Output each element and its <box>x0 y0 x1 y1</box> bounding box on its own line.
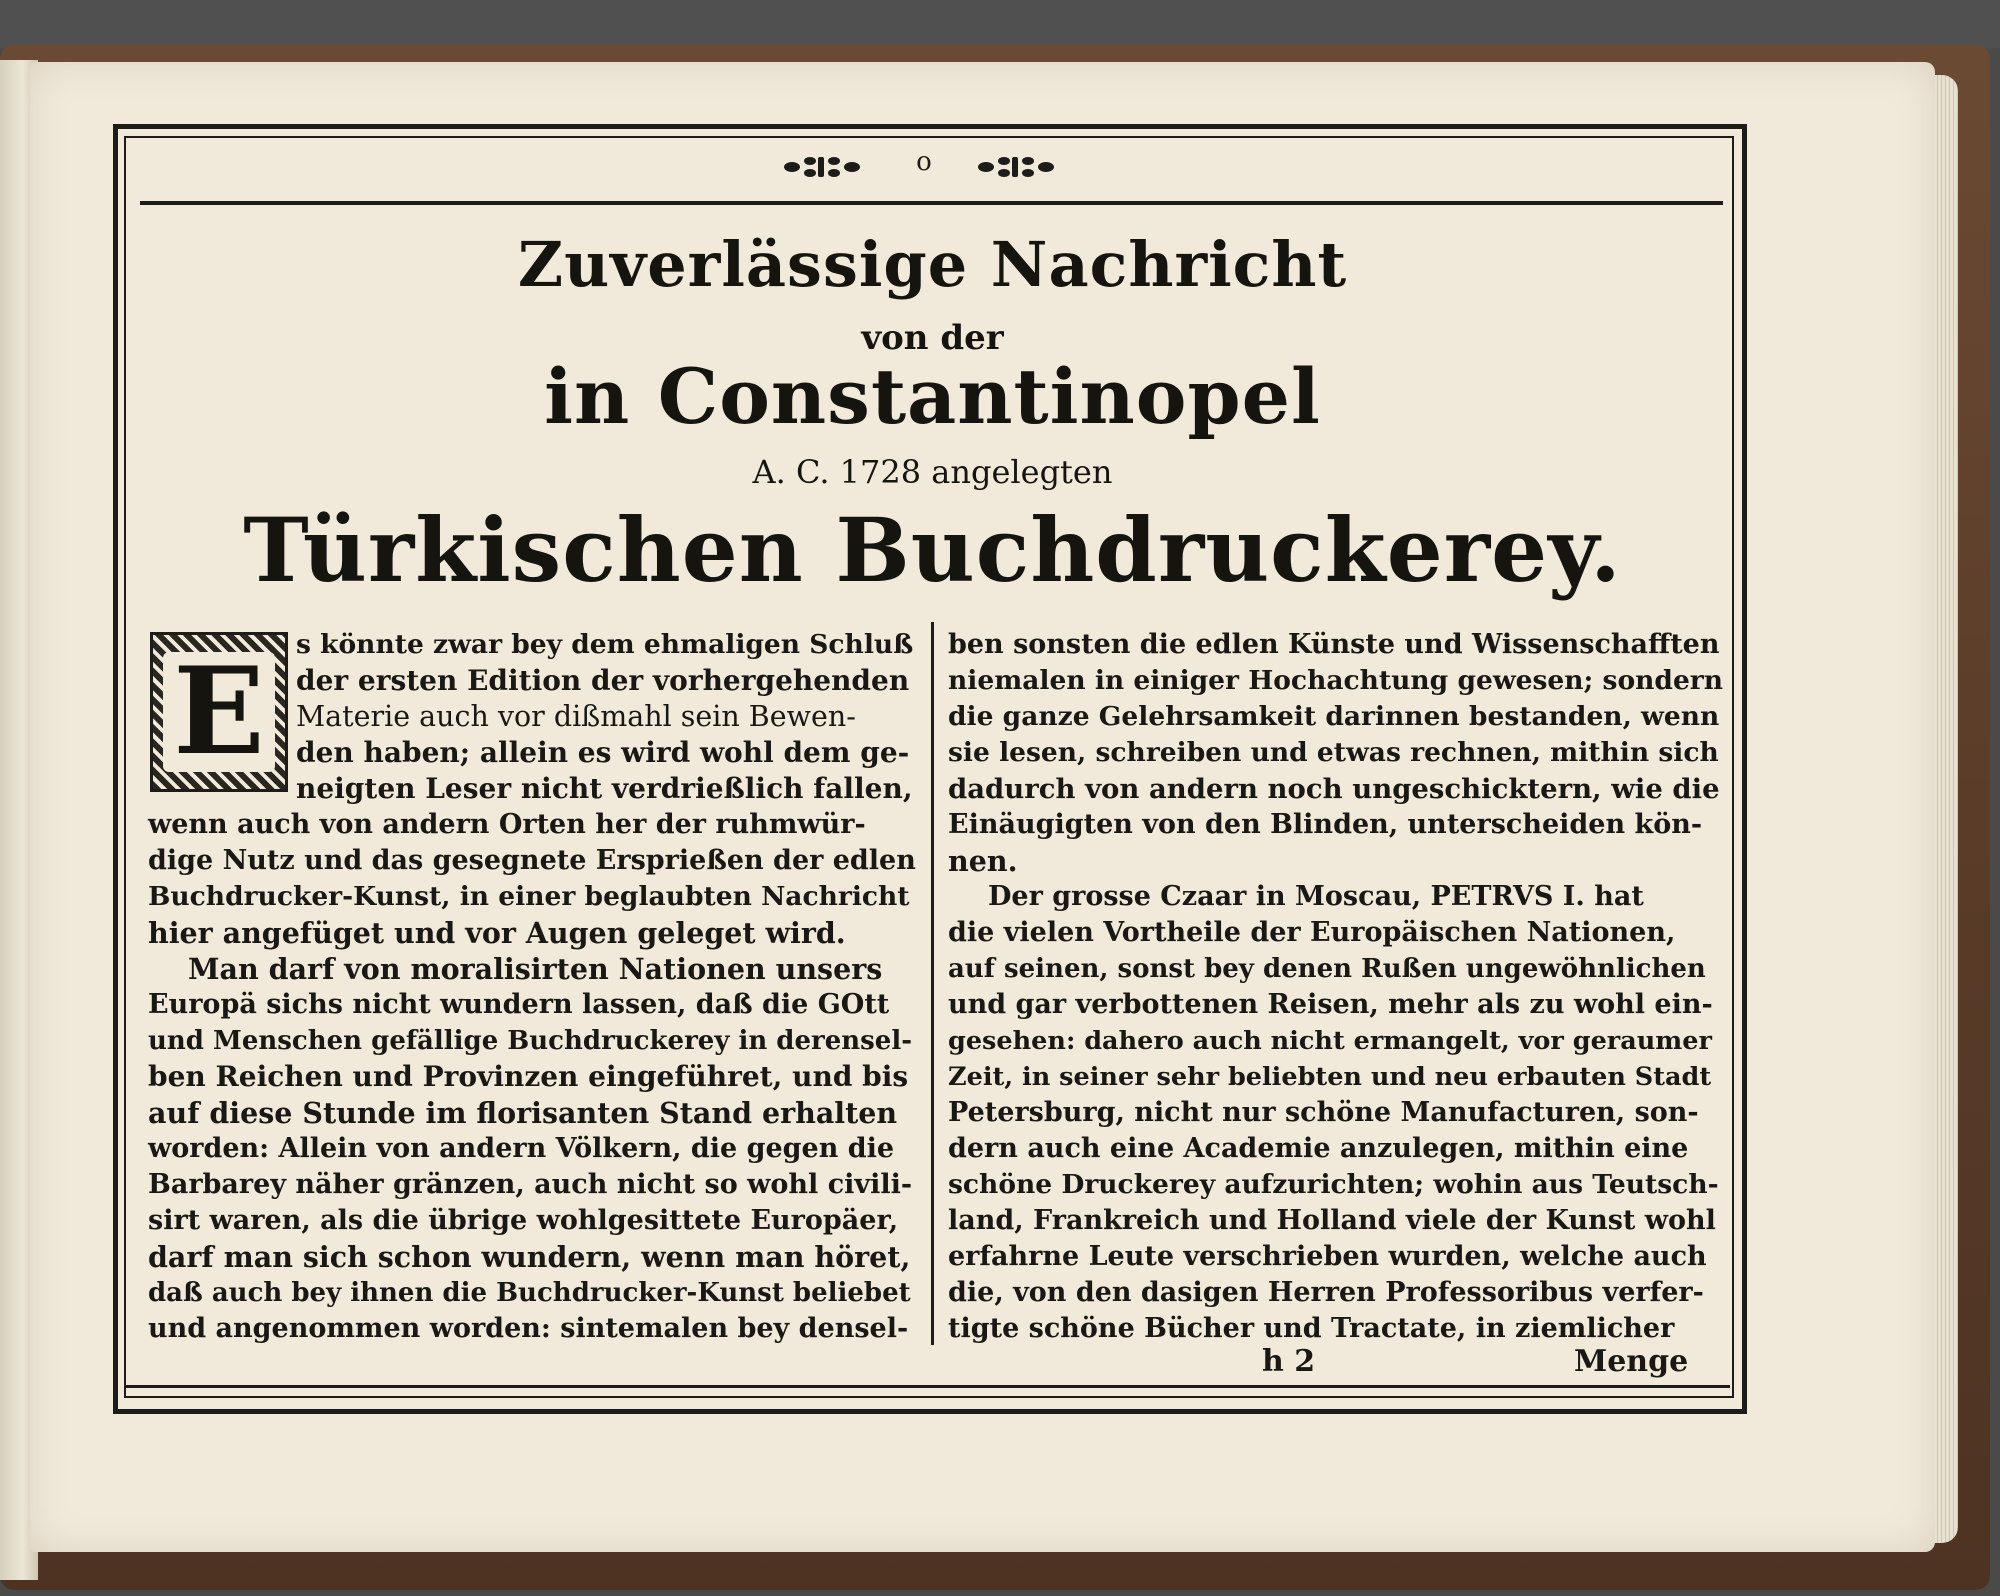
signature-mark: h 2 <box>1262 1344 1316 1379</box>
title-line-2: von der <box>861 318 1004 358</box>
text-line: gesehen: dahero auch nicht ermangelt, vor geraumer <box>948 1026 1712 1056</box>
text-line: auf seinen, sonst bey denen Rußen ungewöhnlichen <box>948 954 1706 984</box>
text-line: worden: Allein von andern Völkern, die gegen die <box>148 1133 895 1164</box>
text-line: Einäugigten von den Blinden, unterscheiden kön- <box>948 809 1703 840</box>
text-line: s könnte zwar bey dem ehmaligen Schluß <box>296 629 914 660</box>
text-line: der ersten Edition der vorhergehenden <box>296 664 910 697</box>
text-line: neigten Leser nicht verdrießlich fallen, <box>296 772 913 805</box>
text-line: und angenommen worden: sintemalen bey densel- <box>148 1313 909 1344</box>
text-line: schöne Druckerey aufzurichten; wohin aus Teutsch- <box>948 1169 1719 1200</box>
title-line-1: Zuverlässige Nachricht <box>517 228 1348 301</box>
text-line: erfahrne Leute verschrieben wurden, welche auch <box>948 1241 1707 1272</box>
text-line: ben sonsten die edlen Künste und Wissenschafften <box>948 629 1720 660</box>
text-line: tigte schöne Bücher und Tractate, in ziemlicher <box>948 1313 1675 1344</box>
right-column <box>948 626 1723 1346</box>
text-line: dige Nutz und das gesegnete Ersprießen der edlen <box>148 845 916 876</box>
text-line: Der grosse Czaar in Moscau, PETRVS I. hat <box>988 881 1644 912</box>
text-line: ben Reichen und Provinzen eingeführet, und bis <box>148 1060 909 1093</box>
text-line: die ganze Gelehrsamkeit darinnen bestanden, wenn <box>948 701 1720 732</box>
text-line: Buchdrucker-Kunst, in einer beglaubten Nachricht <box>148 881 910 912</box>
footer-rule <box>126 1385 1730 1388</box>
text-line: die, von den dasigen Herren Professoribus verfer- <box>948 1277 1704 1308</box>
text-line: Zeit, in seiner sehr beliebten und neu erbauten Stadt <box>948 1062 1712 1092</box>
text-line: Materie auch vor dißmahl sein Bewen- <box>296 700 856 733</box>
text-line: niemalen in einiger Hochachtung gewesen; sondern <box>948 665 1724 696</box>
text-line: nen. <box>948 844 1018 878</box>
text-line: und Menschen gefällige Buchdruckerey in derensel- <box>148 1026 913 1056</box>
text-line: dern auch eine Academie anzulegen, mithin eine <box>948 1133 1689 1164</box>
right-ornament-icon <box>976 152 1056 182</box>
text-line: Barbarey näher gränzen, auch nicht so wohl civili- <box>148 1169 913 1200</box>
text-line: den haben; allein es wird wohl dem ge- <box>296 736 910 769</box>
text-line: und gar verbottenen Reisen, mehr als zu wohl ein- <box>948 989 1713 1020</box>
text-line: Petersburg, nicht nur schöne Manufacturen, son- <box>948 1097 1699 1128</box>
title-line-4: A. C. 1728 angelegten <box>752 453 1113 491</box>
left-ornament-icon <box>782 152 862 182</box>
text-line: darf man sich schon wundern, wenn man höret, <box>148 1240 911 1274</box>
text-line: sie lesen, schreiben und etwas rechnen, mithin sich <box>948 737 1719 768</box>
text-line: sirt waren, als die übrige wohlgesittete Europäer, <box>148 1205 899 1236</box>
text-line: die vielen Vortheile der Europäischen Nationen, <box>948 917 1676 948</box>
text-line: daß auch bey ihnen die Buchdrucker-Kunst beliebet <box>148 1278 911 1308</box>
text-line: auf diese Stunde im florisanten Stand erhalten <box>148 1096 898 1130</box>
column-divider <box>931 622 934 1345</box>
text-line: Man darf von moralisirten Nationen unsers <box>188 952 883 986</box>
text-line: wenn auch von andern Orten her der ruhmwür- <box>148 809 866 840</box>
header-rule <box>140 201 1723 205</box>
text-line: hier angefüget und vor Augen geleget wird. <box>148 916 846 950</box>
drop-cap-letter: E <box>163 652 274 772</box>
title-line-3: in Constantinopel <box>544 352 1321 441</box>
text-line: Europä sichs nicht wundern lassen, daß die GOtt <box>148 989 890 1020</box>
page-number: o <box>916 147 932 177</box>
left-column <box>148 626 918 1346</box>
text-line: dadurch von andern noch ungeschicktern, wie die <box>948 773 1720 805</box>
background-top <box>0 0 2000 48</box>
text-line: land, Frankreich und Holland viele der Kunst wohl <box>948 1205 1716 1236</box>
catchword: Menge <box>1574 1344 1689 1379</box>
title-line-5: Türkischen Buchdruckerey. <box>243 498 1622 602</box>
